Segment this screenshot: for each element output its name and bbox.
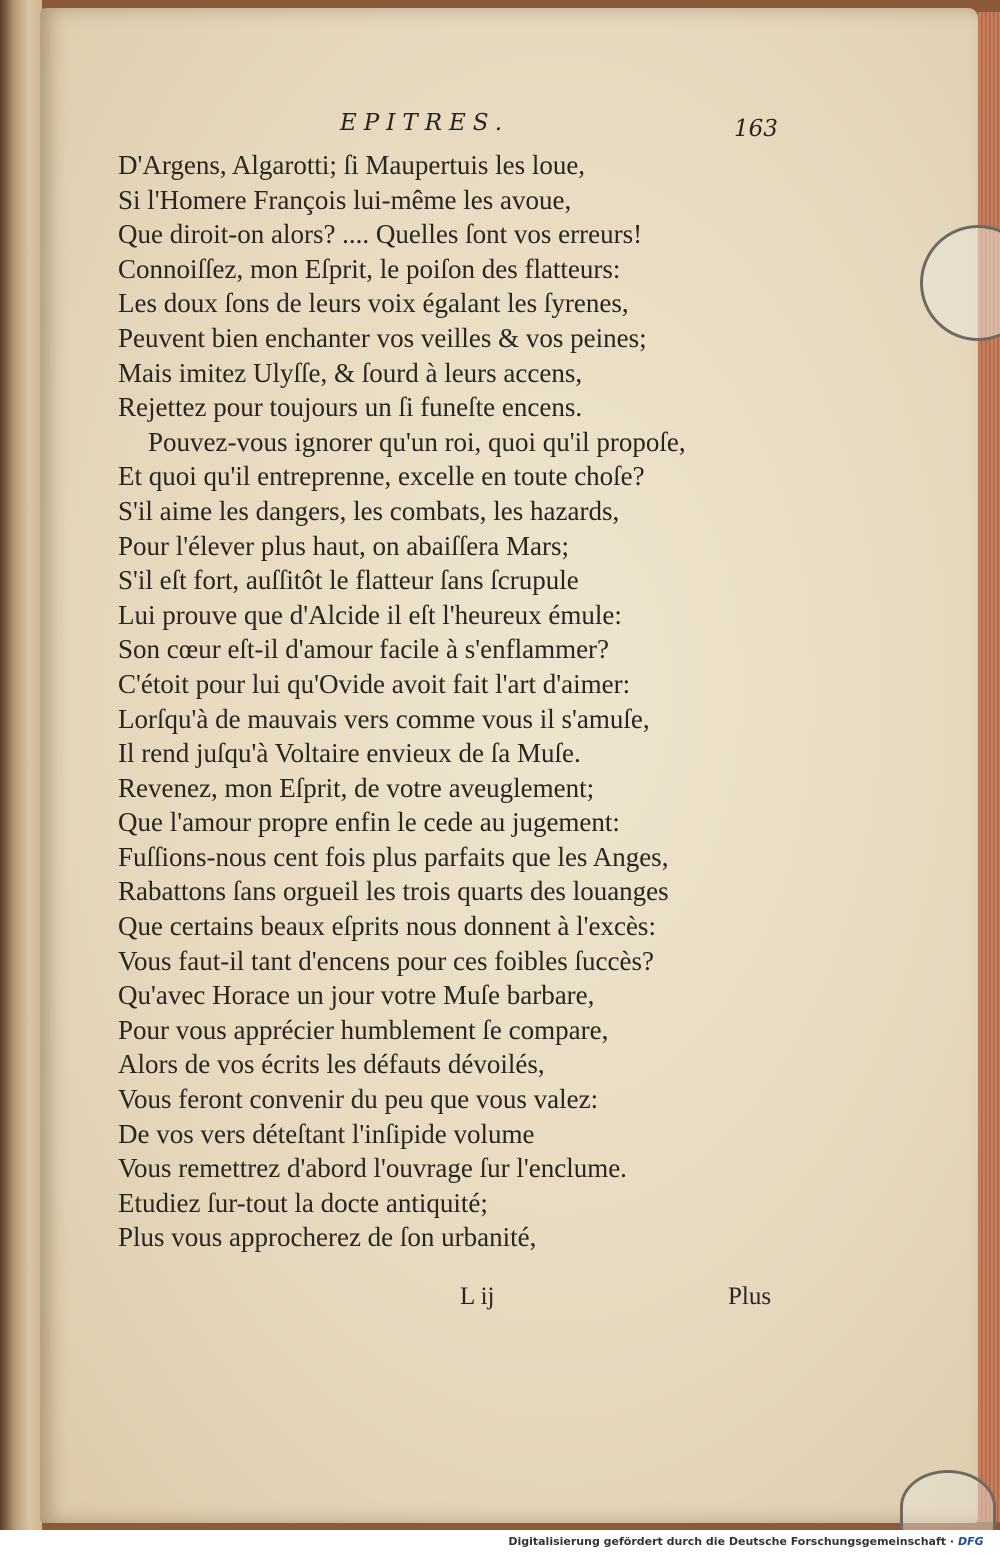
verse-line: Vous feront convenir du peu que vous valez: bbox=[118, 1084, 599, 1115]
verse-line: Rabattons ſans orgueil les trois quarts des louanges bbox=[118, 876, 669, 907]
verse-line: Que diroit-on alors? .... Quelles ſont vos erreurs! bbox=[118, 219, 643, 250]
verse-line: Plus vous approcherez de ſon urbanité, bbox=[118, 1222, 537, 1253]
verse-text bbox=[118, 148, 818, 1255]
verse-line: Etudiez ſur-tout la docte antiquité; bbox=[118, 1187, 488, 1218]
verse-line: Revenez, mon Eſprit, de votre aveuglement; bbox=[118, 772, 595, 803]
verse-line: C'étoit pour lui qu'Ovide avoit fait l'art d'aimer: bbox=[118, 668, 631, 699]
verse-line: Que l'amour propre enfin le cede au jugement: bbox=[118, 807, 620, 838]
verse-line: Si l'Homere François lui-même les avoue, bbox=[118, 184, 572, 215]
verse-line: Lorſqu'à de mauvais vers comme vous il s'amuſe, bbox=[118, 703, 650, 734]
verse-line: Qu'avec Horace un jour votre Muſe barbare, bbox=[118, 980, 595, 1011]
verse-line: Alors de vos écrits les défauts dévoilés, bbox=[118, 1049, 545, 1080]
facing-page-edge bbox=[0, 0, 42, 1530]
verse-line: S'il aime les dangers, les combats, les hazards, bbox=[118, 495, 620, 526]
funding-credit: Digitalisierung gefördert durch die Deutsche Forschungsgemeinschaft · bbox=[508, 1535, 954, 1548]
verse-line: Vous faut-il tant d'encens pour ces foibles ſuccès? bbox=[118, 945, 654, 976]
verse-line: Les doux ſons de leurs voix égalant les ſyrenes, bbox=[118, 288, 629, 319]
verse-line: Connoiſſez, mon Eſprit, le poiſon des flatteurs: bbox=[118, 253, 621, 284]
verse-line: Rejettez pour toujours un ſi funeſte encens. bbox=[118, 392, 583, 423]
footer-bar bbox=[0, 1530, 1000, 1555]
verse-line: Que certains beaux eſprits nous donnent à l'excès: bbox=[118, 911, 656, 942]
page-number: 163 bbox=[734, 116, 778, 142]
verse-line: Vous remettrez d'abord l'ouvrage ſur l'enclume. bbox=[118, 1153, 627, 1184]
verse-line: Lui prouve que d'Alcide il eſt l'heureux émule: bbox=[118, 599, 622, 630]
verse-line: Pour vous apprécier humblement ſe compare, bbox=[118, 1014, 609, 1045]
verse-line: Et quoi qu'il entreprenne, excelle en toute choſe? bbox=[118, 461, 645, 492]
verse-line: Pouvez-vous ignorer qu'un roi, quoi qu'il propoſe, bbox=[148, 426, 686, 457]
verse-line: Fuſſions-nous cent fois plus parfaits que les Anges, bbox=[118, 841, 669, 872]
signature-mark: L ij bbox=[460, 1283, 495, 1310]
catchword: Plus bbox=[728, 1283, 772, 1310]
verse-line: D'Argens, Algarotti; ſi Maupertuis les loue, bbox=[118, 150, 586, 180]
verse-line: Son cœur eſt-il d'amour facile à s'enflammer? bbox=[118, 634, 610, 665]
verse-line: De vos vers déteſtant l'inſipide volume bbox=[118, 1118, 535, 1149]
verse-line: Mais imitez Ulyſſe, & ſourd à leurs accens, bbox=[118, 357, 583, 388]
verse-line: Pour l'élever plus haut, on abaiſſera Mars; bbox=[118, 530, 569, 561]
verse-line: Peuvent bien enchanter vos veilles & vos peines; bbox=[118, 322, 647, 353]
dfg-logo-icon: DFG bbox=[958, 1535, 984, 1548]
running-head: EPITRES. bbox=[340, 110, 510, 136]
verse-line: Il rend juſqu'à Voltaire envieux de ſa Muſe. bbox=[118, 738, 581, 769]
verse-line: S'il eſt fort, auſſitôt le flatteur ſans ſcrupule bbox=[118, 565, 579, 596]
